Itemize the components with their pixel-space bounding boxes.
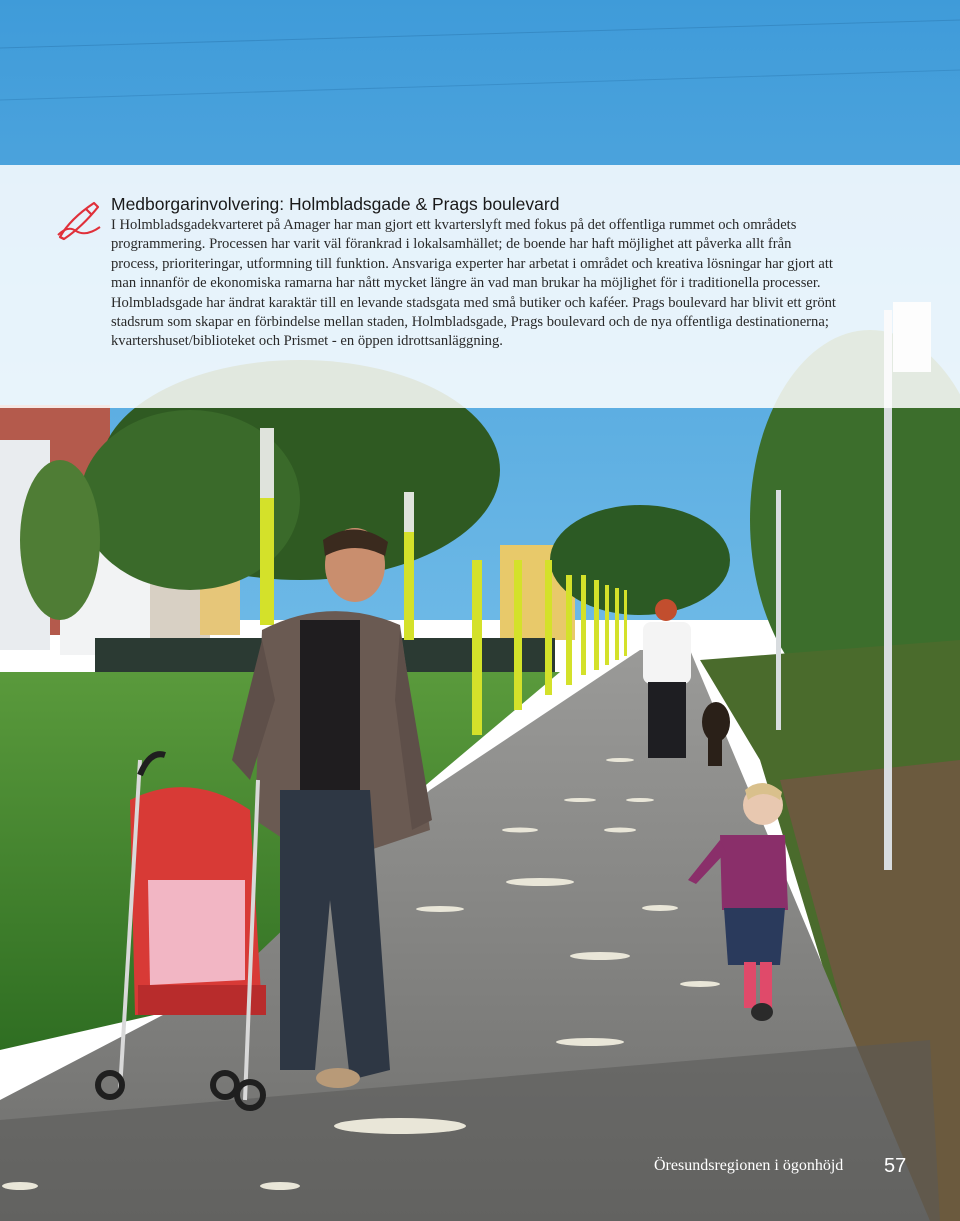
article-body: I Holmbladsgadekvarteret på Amager har man gjort ett kvarterslyft med fokus på det offentliga rummet och områdets programmering. Processen har varit väl förankrad i lokalsamhället; de boende har haft möjlighet att påverka allt från process, prioriteringar, utformning till funktion. Ansvariga experter har arbetat i området och kreativa lösningar har gjort att man innanför de ekonomiska ramarna har nått mycket längre än vad man brukar ha möjlighet för i traditionella processer. Holmbladsgade har ändrat karaktär till en levande stadsgata med små butiker och kaféer. Prags boulevard har blivit ett grönt stadsrum som skapar en förbindelse mellan staden, Holmbladsgade, Prags boulevard och de nya offentliga destinationerna; kvartershuset/biblioteket och Prismet - en öppen idrottsanläggning.: [111, 217, 836, 350]
pencil-icon: [56, 197, 102, 243]
page-number: 57: [884, 1155, 907, 1177]
article-heading: Medborgarinvolvering: Holmbladsgade & Prags boulevard: [111, 194, 560, 214]
page-footer: [654, 1155, 954, 1179]
footer-source: Öresundsregionen i ögonhöjd: [654, 1157, 844, 1174]
yellow-pole: [260, 495, 274, 625]
